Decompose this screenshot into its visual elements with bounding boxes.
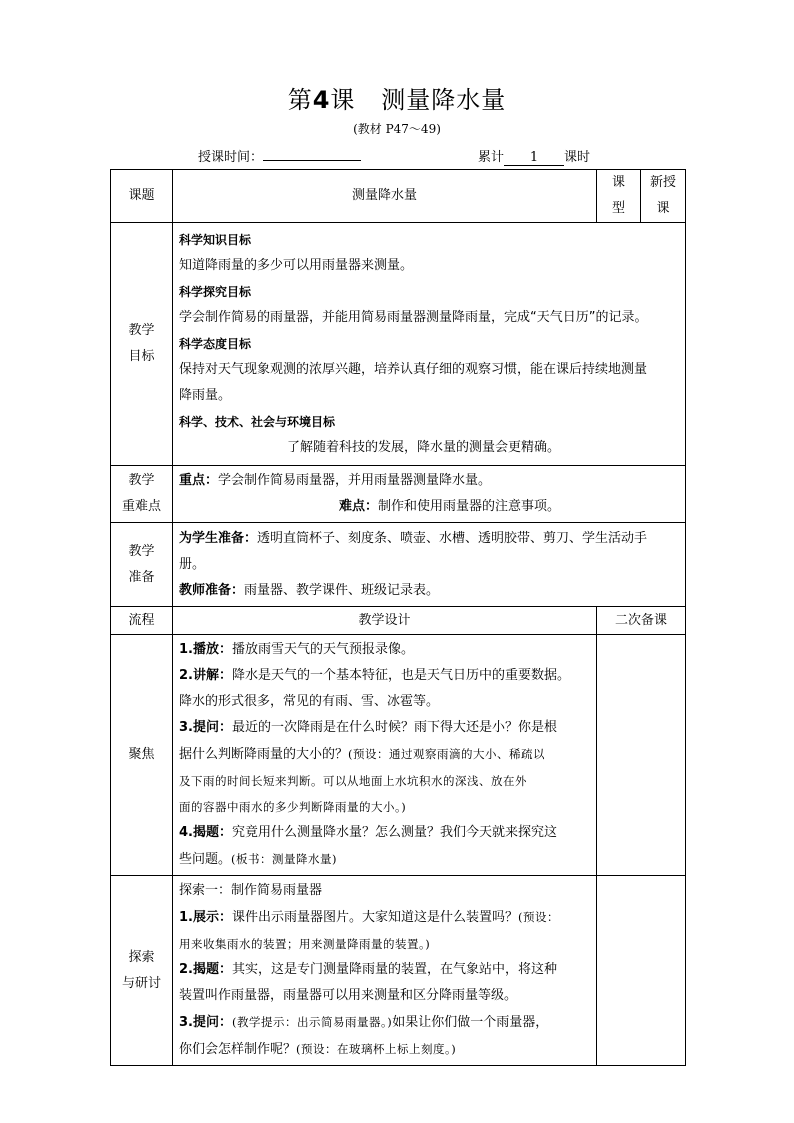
key-point-text: 学会制作简易雨量器，并用雨量器测量降水量。 bbox=[218, 473, 492, 488]
student-prep-text-1: 透明直筒杯子、刻度条、喷壶、水槽、透明胶带、剪刀、学生活动手 bbox=[257, 530, 648, 546]
preparation-label bbox=[111, 523, 173, 607]
explore-step-3: 如果让你们做一个雨量器， bbox=[392, 1015, 549, 1030]
focus-step-1: 播放雨雪天气的天气预报录像。 bbox=[231, 642, 414, 657]
goals-label-line-2: 目标 bbox=[128, 349, 155, 364]
focus-second-prep bbox=[597, 635, 686, 876]
explore-note-3: (预设：在玻璃杯上标上刻度。) bbox=[296, 1042, 457, 1056]
teaching-time-blank bbox=[263, 148, 361, 161]
sts-goal-title: 科学、技术、社会与环境目标 bbox=[179, 415, 336, 429]
explore-label bbox=[111, 876, 173, 1066]
lesson-count-unit: 课时 bbox=[564, 150, 591, 165]
design-label: 教学设计 bbox=[173, 607, 597, 635]
explore-label-line-1: 探索 bbox=[128, 949, 155, 965]
title-suffix: 课 bbox=[330, 86, 356, 114]
focus-step-3-label: 3.提问： bbox=[179, 720, 232, 735]
type-label-line-2: 型 bbox=[611, 201, 625, 216]
goals-content bbox=[173, 223, 686, 466]
difficulty-text: 制作和使用雨量器的注意事项。 bbox=[378, 499, 561, 514]
focus-note-1: (预设：通过观察雨滴的大小、稀疏以 bbox=[348, 747, 546, 761]
type-value-line-1: 新授 bbox=[649, 175, 676, 190]
focus-step-3: 最近的一次降雨是在什么时候？雨下得大还是小？你是根 bbox=[231, 720, 557, 735]
focus-note-3: 面的容器中雨水的多少判断降雨量的大小。) bbox=[179, 800, 407, 814]
attitude-goal-title: 科学态度目标 bbox=[179, 337, 252, 351]
key-points-content bbox=[173, 466, 686, 523]
explore-step-3-cont: 你们会怎样制作呢？ bbox=[179, 1042, 297, 1057]
key-label-line-1: 教学 bbox=[128, 473, 155, 488]
goals-row bbox=[111, 223, 686, 466]
subtitle: (教材 P47～49) bbox=[353, 122, 441, 136]
explore-second-prep bbox=[597, 876, 686, 1066]
topic-value: 测量降水量 bbox=[173, 170, 597, 223]
focus-step-1-label: 1.播放： bbox=[179, 642, 232, 657]
focus-step-2: 降水是天气的一个基本特征，也是天气日历中的重要数据。 bbox=[231, 668, 570, 683]
topic-label: 课题 bbox=[111, 170, 173, 223]
explore-title: 探索一：制作简易雨量器 bbox=[179, 883, 323, 898]
focus-step-4: 究竟用什么测量降水量？怎么测量？我们今天就来探究这 bbox=[231, 825, 557, 840]
goals-label bbox=[111, 223, 173, 466]
student-prep-label: 为学生准备： bbox=[179, 530, 258, 546]
page-title bbox=[0, 80, 794, 115]
explore-label-line-2: 与研讨 bbox=[121, 975, 161, 991]
type-value bbox=[641, 170, 686, 223]
explore-step-2-label: 2.揭题： bbox=[179, 962, 232, 977]
second-prep-label: 二次备课 bbox=[597, 607, 686, 635]
focus-blackboard-note: (板书：测量降水量) bbox=[231, 852, 337, 866]
inquiry-goal-title: 科学探究目标 bbox=[179, 285, 252, 299]
flow-header-row bbox=[111, 607, 686, 635]
explore-teaching-tip: (教学提示：出示简易雨量器。) bbox=[231, 1015, 393, 1029]
title-name: 测量降水量 bbox=[381, 86, 507, 114]
explore-content bbox=[173, 876, 597, 1066]
focus-content bbox=[173, 635, 597, 876]
attitude-goal-text-2: 降雨量。 bbox=[179, 388, 232, 403]
inquiry-goal-text: 学会制作简易的雨量器，并能用简易雨量器测量降雨量，完成“天气日历”的记录。 bbox=[179, 310, 648, 325]
focus-label: 聚焦 bbox=[111, 635, 173, 876]
teacher-prep-text: 雨量器、教学课件、班级记录表。 bbox=[244, 582, 440, 598]
focus-note-2: 及下雨的时间长短来判断。可以从地面上水坑积水的深浅、放在外 bbox=[179, 774, 527, 788]
student-prep-text-2: 册。 bbox=[179, 556, 206, 572]
lesson-count bbox=[478, 146, 590, 166]
teaching-time-label: 授课时间： bbox=[198, 150, 264, 165]
type-label-line-1: 课 bbox=[611, 175, 625, 190]
preparation-row bbox=[111, 523, 686, 607]
type-label bbox=[597, 170, 641, 223]
key-point-label: 重点： bbox=[179, 473, 219, 488]
key-points-row bbox=[111, 466, 686, 523]
flow-label: 流程 bbox=[111, 607, 173, 635]
difficulty-label: 难点： bbox=[339, 499, 379, 514]
preparation-content bbox=[173, 523, 686, 607]
lesson-plan-table bbox=[110, 169, 686, 1066]
knowledge-goal-title: 科学知识目标 bbox=[179, 233, 252, 247]
type-value-line-2: 课 bbox=[656, 201, 670, 216]
goals-label-line-1: 教学 bbox=[128, 323, 155, 338]
attitude-goal-text-1: 保持对天气现象观测的浓厚兴趣，培养认真仔细的观察习惯，能在课后持续地测量 bbox=[179, 362, 648, 377]
explore-step-3-label: 3.提问： bbox=[179, 1015, 232, 1030]
prep-label-line-2: 准备 bbox=[128, 569, 155, 585]
explore-step-1: 课件出示雨量器图片。大家知道这是什么装置吗？ bbox=[231, 910, 518, 925]
explore-note-1b: 用来收集雨水的装置；用来测量降雨量的装置。) bbox=[179, 937, 431, 951]
lesson-count-label: 累计 bbox=[478, 150, 505, 165]
prep-label-line-1: 教学 bbox=[128, 543, 155, 559]
explore-row bbox=[111, 876, 686, 1066]
focus-step-3-cont: 据什么判断降雨量的大小的？ bbox=[179, 747, 349, 762]
knowledge-goal-text: 知道降雨量的多少可以用雨量器来测量。 bbox=[179, 258, 414, 273]
explore-step-1-label: 1.展示： bbox=[179, 910, 232, 925]
teaching-time bbox=[198, 146, 361, 165]
focus-row bbox=[111, 635, 686, 876]
sts-goal-text: 了解随着科技的发展，降水量的测量会更精确。 bbox=[287, 440, 561, 455]
focus-step-4-cont: 些问题。 bbox=[179, 852, 232, 867]
explore-step-2-cont: 装置叫作雨量器，雨量器可以用来测量和区分降雨量等级。 bbox=[179, 988, 518, 1003]
focus-step-4-label: 4.揭题： bbox=[179, 825, 232, 840]
explore-step-2: 其实，这是专门测量降雨量的装置，在气象站中，将这种 bbox=[231, 962, 557, 977]
explore-note-1a: (预设： bbox=[518, 910, 559, 924]
title-number: 4 bbox=[312, 86, 331, 114]
teacher-prep-label: 教师准备： bbox=[179, 582, 245, 598]
topic-row bbox=[111, 170, 686, 223]
title-prefix: 第 bbox=[287, 86, 313, 114]
focus-step-2-cont: 降水的形式很多，常见的有雨、雪、冰雹等。 bbox=[179, 694, 440, 709]
key-label-line-2: 重难点 bbox=[121, 499, 161, 514]
focus-step-2-label: 2.讲解： bbox=[179, 668, 232, 683]
key-points-label bbox=[111, 466, 173, 523]
lesson-count-value: 1 bbox=[504, 150, 564, 166]
